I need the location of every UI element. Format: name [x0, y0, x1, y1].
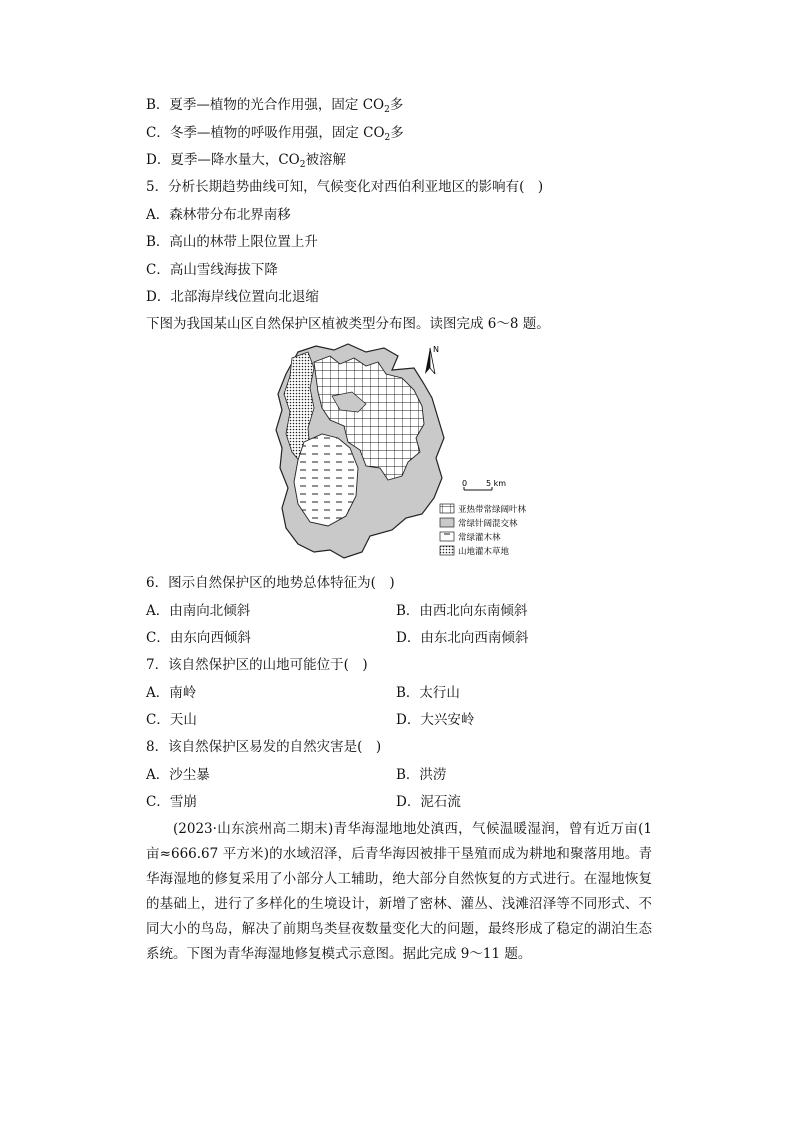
q8-option-c: C．雪崩 — [146, 794, 197, 810]
north-arrow — [425, 345, 439, 374]
legend-swatch-mixed — [440, 518, 454, 527]
q4-option-d: D．夏季—降水量大，$CO_2$被溶解 — [146, 152, 346, 170]
q5-option-a: A．森林带分布北界南移 — [146, 207, 291, 223]
legend-shrub-forest: 常绿灌木林 — [458, 533, 501, 543]
q7-option-a: A．南岭 — [146, 685, 197, 701]
q8-option-b: B．洪涝 — [396, 767, 447, 783]
q8-stem: 8．该自然保护区易发的自然灾害是( ) — [146, 739, 382, 755]
q5-stem: 5．分析长期趋势曲线可知，气候变化对西伯利亚地区的影响有( ) — [146, 179, 544, 195]
intro-questions-6-8: 下图为我国某山区自然保护区植被类型分布图。读图完成 6～8 题。 — [146, 316, 550, 332]
q7-stem: 7．该自然保护区的山地可能位于( ) — [146, 657, 368, 673]
q6-option-b: B．由西北向东南倾斜 — [396, 603, 528, 619]
q8-option-d: D．泥石流 — [396, 794, 461, 810]
scale-bar — [462, 479, 506, 490]
q4-option-c: C．冬季—植物的呼吸作用强，固定 $CO_2$多 — [146, 125, 404, 143]
q7-option-d: D．大兴安岭 — [396, 712, 475, 728]
q7-option-b: B．太行山 — [396, 685, 460, 701]
legend-grassland: 山地灌木草地 — [458, 547, 510, 557]
q6-option-d: D．由东北向西南倾斜 — [396, 630, 529, 646]
legend-broadleaf: 亚热带常绿阔叶林 — [458, 505, 527, 515]
scale-zero: 0 — [462, 479, 468, 488]
q5-option-c: C．高山雪线海拔下降 — [146, 262, 278, 278]
shrub-forest-zone — [294, 434, 358, 526]
passage-questions-9-11: (2023·山东滨州高二期末)青华海湿地地处滇西，气候温暖湿润，曾有近万亩(1 亩≈666.67 平方米)的水域沼泽，后青华海因被排干垦殖而成为耕地和聚落用地。青华海湿地的修复采用了小部分人工辅助，绝大部分自然恢复的方式进行。在湿地恢复的基础上，进行了多样化的生境设计，新增了密林、灌丛、浅滩沼泽等不同形式、不同大小的鸟岛，解决了前期鸟类昼夜数量变化大的问题，最终形成了稳定的湖泊生态系统。下图为青华海湿地修复模式示意图。据此完成 9～11 题。 — [146, 821, 652, 962]
legend-swatch-shrub-forest — [440, 532, 454, 541]
q5-option-d: D．北部海岸线位置向北退缩 — [146, 289, 319, 305]
q8-option-a: A．沙尘暴 — [146, 767, 210, 783]
q7-option-c: C．天山 — [146, 712, 197, 728]
q5-option-b: B．高山的林带上限位置上升 — [146, 234, 318, 250]
map-legend — [440, 504, 527, 557]
q6-option-c: C．由东向西倾斜 — [146, 630, 251, 646]
q4-option-b: B．夏季—植物的光合作用强，固定 $CO_2$多 — [146, 97, 404, 115]
vegetation-map — [274, 338, 566, 564]
legend-mixed: 常绿针阔混交林 — [458, 519, 518, 529]
scale-label: 5 km — [486, 479, 507, 488]
legend-swatch-grassland — [440, 546, 454, 555]
legend-swatch-broadleaf — [440, 504, 454, 513]
north-label: N — [433, 345, 439, 354]
q6-option-a: A．由南向北倾斜 — [146, 603, 251, 619]
q6-stem: 6．图示自然保护区的地势总体特征为( ) — [146, 575, 395, 591]
